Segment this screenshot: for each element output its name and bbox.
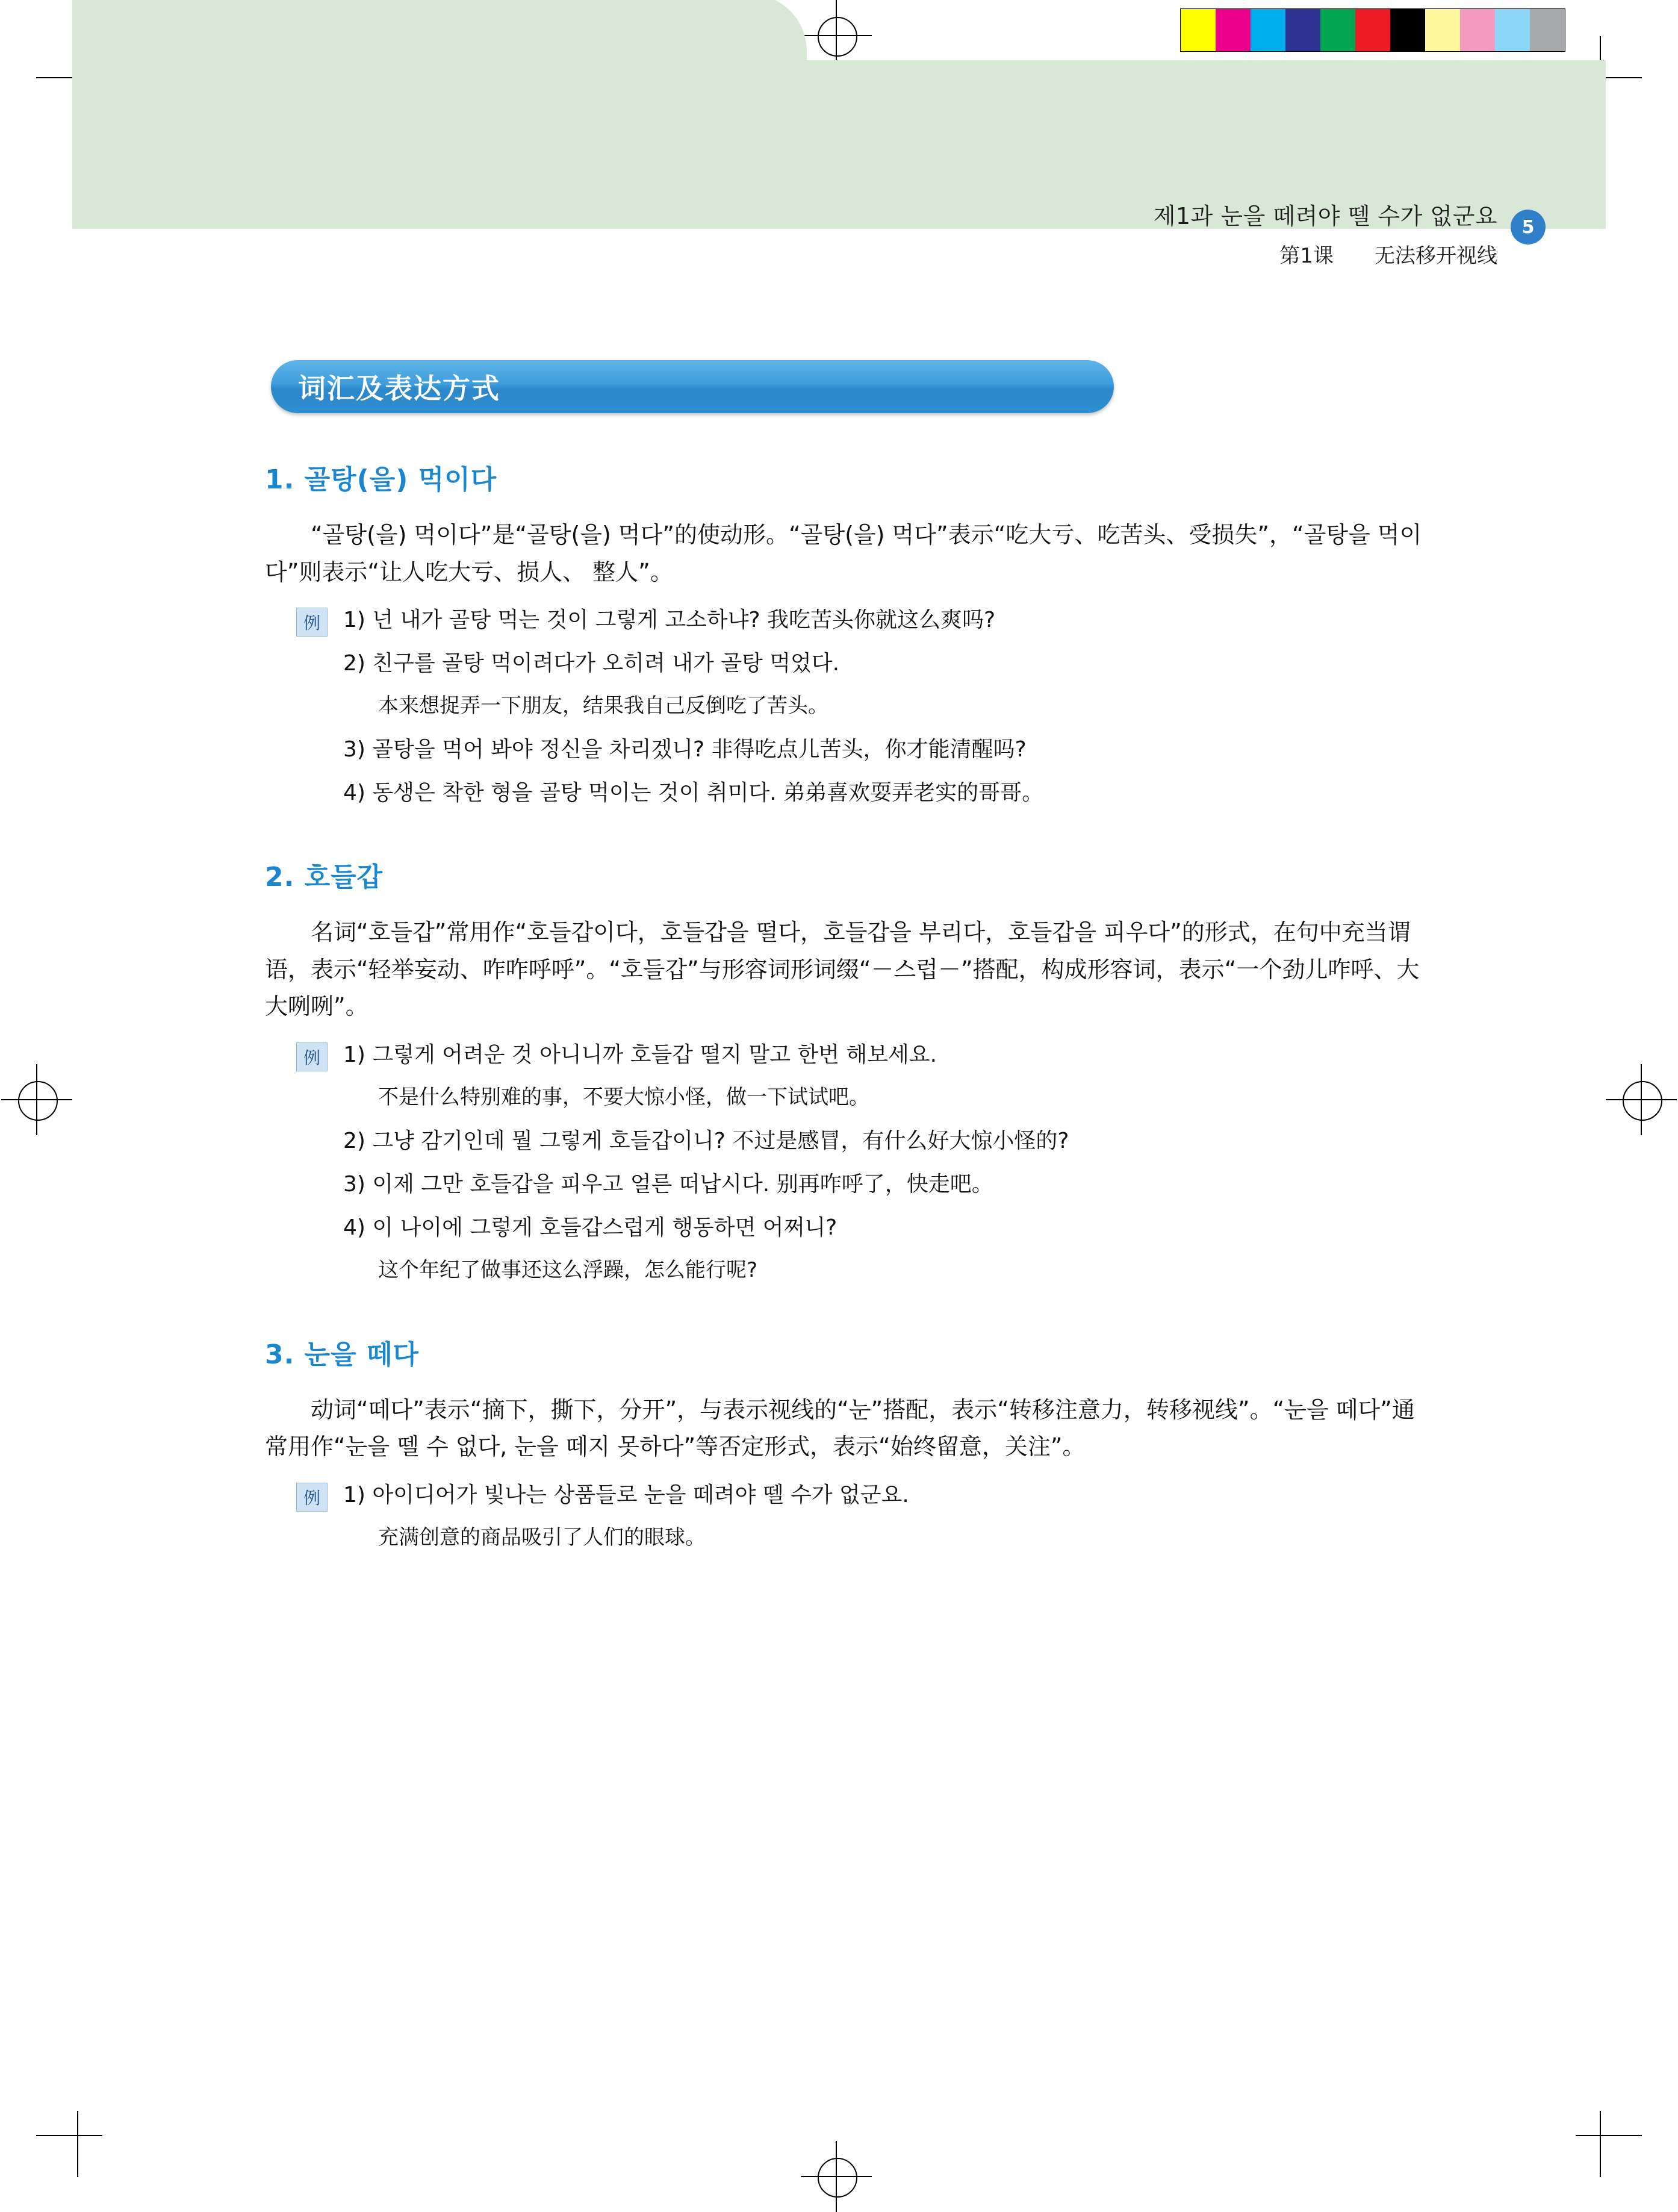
running-header-chinese: 第1课 无法移开视线 bbox=[1279, 244, 1497, 268]
calibration-swatch bbox=[1285, 9, 1320, 51]
vocab-entry-1-examples bbox=[265, 604, 1469, 809]
example-item: 4) 이 나이에 그렇게 호들갑스럽게 행동하면 어쩌니? bbox=[343, 1215, 837, 1240]
vocab-entry-3-title: 3. 눈을 떼다 bbox=[265, 1339, 419, 1370]
example-item: 4) 동생은 착한 형을 골탕 먹이는 것이 취미다. 弟弟喜欢耍弄老实的哥哥。 bbox=[343, 780, 1044, 806]
entry-spacer bbox=[265, 820, 1469, 855]
page-header-band bbox=[72, 60, 1606, 268]
vocab-entry-1-explanation: “골탕(을) 먹이다”是“골탕(을) 먹다”的使动形。“골탕(을) 먹다”表示“吃大亏、吃苦头、受损失”，“골탕을 먹이다”则表示“让人吃大亏、损人、 整人”。 bbox=[265, 522, 1422, 585]
calibration-swatch bbox=[1530, 9, 1565, 51]
calibration-swatch bbox=[1425, 9, 1460, 51]
registration-cross-left-v bbox=[36, 1064, 37, 1135]
crop-mark-bl-v bbox=[77, 2111, 78, 2177]
running-header bbox=[1154, 198, 1497, 269]
registration-cross-right-v bbox=[1641, 1064, 1642, 1135]
lesson-content bbox=[265, 458, 1469, 1565]
calibration-swatch bbox=[1495, 9, 1530, 51]
example-translation: 这个年纪了做事还这么浮躁，怎么能行呢? bbox=[378, 1257, 758, 1282]
example-badge-icon: 例 bbox=[296, 1042, 328, 1071]
vocab-entry-2-examples bbox=[265, 1039, 1469, 1286]
registration-target-top bbox=[818, 17, 857, 57]
vocab-entry-3-examples bbox=[265, 1479, 1469, 1553]
calibration-swatch bbox=[1390, 9, 1425, 51]
calibration-swatch bbox=[1320, 9, 1355, 51]
example-badge-icon: 例 bbox=[296, 1483, 328, 1512]
example-translation: 充满创意的商品吸引了人们的眼球。 bbox=[378, 1525, 706, 1550]
calibration-swatch bbox=[1355, 9, 1390, 51]
vocab-entry-2 bbox=[265, 855, 1469, 1286]
example-item: 1) 넌 내가 골탕 먹는 것이 그렇게 고소하냐? 我吃苦头你就这么爽吗? bbox=[343, 608, 996, 633]
calibration-swatch bbox=[1251, 9, 1285, 51]
vocab-entry-1-title: 1. 골탕(을) 먹이다 bbox=[265, 464, 497, 495]
registration-target-bottom bbox=[818, 2158, 857, 2198]
crop-mark-br-h bbox=[1576, 2135, 1642, 2136]
calibration-swatch bbox=[1460, 9, 1495, 51]
section-title-pill bbox=[271, 360, 1114, 413]
example-translation: 不是什么特别难的事，不要大惊小怪，做一下试试吧。 bbox=[378, 1085, 869, 1109]
example-badge-icon: 例 bbox=[296, 608, 328, 637]
example-item: 1) 아이디어가 빛나는 상품들로 눈을 떼려야 뗄 수가 없군요. bbox=[343, 1482, 909, 1507]
example-item: 2) 친구를 골탕 먹이려다가 오히려 내가 골탕 먹었다. bbox=[343, 651, 840, 676]
section-title-text: 词汇及表达方式 bbox=[298, 372, 500, 405]
registration-cross-bottom-v bbox=[836, 2141, 837, 2212]
vocab-entry-3-explanation: 动词“떼다”表示“摘下，撕下，分开”，与表示视线的“눈”搭配，表示“转移注意力，转移视线”。“눈을 떼다”通常用作“눈을 뗄 수 없다, 눈을 떼지 못하다”等否定形式，表示“始终留意，关注”。 bbox=[265, 1396, 1415, 1460]
example-item: 1) 그렇게 어려운 것 아니니까 호들갑 떨지 말고 한번 해보세요. bbox=[343, 1042, 937, 1067]
vocab-entry-3 bbox=[265, 1333, 1469, 1553]
example-translation: 本来想捉弄一下朋友，结果我自己反倒吃了苦头。 bbox=[378, 694, 828, 718]
vocab-entry-2-explanation: 名词“호들갑”常用作“호들갑이다，호들갑을 떨다，호들갑을 부리다，호들갑을 피우다”的形式，在句中充当谓语，表示“轻举妄动、咋咋呼呼”。“호들갑”与形容词形词缀“－스럽－”搭配，构成形容词，表示“一个劲儿咋呼、大大咧咧”。 bbox=[265, 919, 1420, 1020]
crop-mark-br-v bbox=[1600, 2111, 1601, 2177]
color-calibration-bar bbox=[1180, 8, 1565, 52]
example-item: 2) 그냥 감기인데 뭘 그렇게 호들갑이니? 不过是感冒，有什么好大惊小怪的? bbox=[343, 1128, 1069, 1153]
page-number-badge: 5 bbox=[1511, 210, 1546, 245]
calibration-swatch bbox=[1181, 9, 1216, 51]
entry-spacer bbox=[265, 1298, 1469, 1333]
running-header-korean: 제1과 눈을 떼려야 뗄 수가 없군요 bbox=[1153, 203, 1497, 229]
vocab-entry-2-title: 2. 호들갑 bbox=[265, 862, 384, 893]
example-item: 3) 이제 그만 호들갑을 피우고 얼른 떠납시다. 别再咋呼了，快走吧。 bbox=[343, 1171, 993, 1197]
calibration-swatch bbox=[1216, 9, 1251, 51]
registration-target-right bbox=[1623, 1081, 1662, 1121]
vocab-entry-1 bbox=[265, 458, 1469, 809]
registration-target-left bbox=[18, 1081, 58, 1121]
example-item: 3) 골탕을 먹어 봐야 정신을 차리겠니? 非得吃点儿苦头，你才能清醒吗? bbox=[343, 737, 1027, 762]
crop-mark-bl-h bbox=[36, 2135, 102, 2136]
